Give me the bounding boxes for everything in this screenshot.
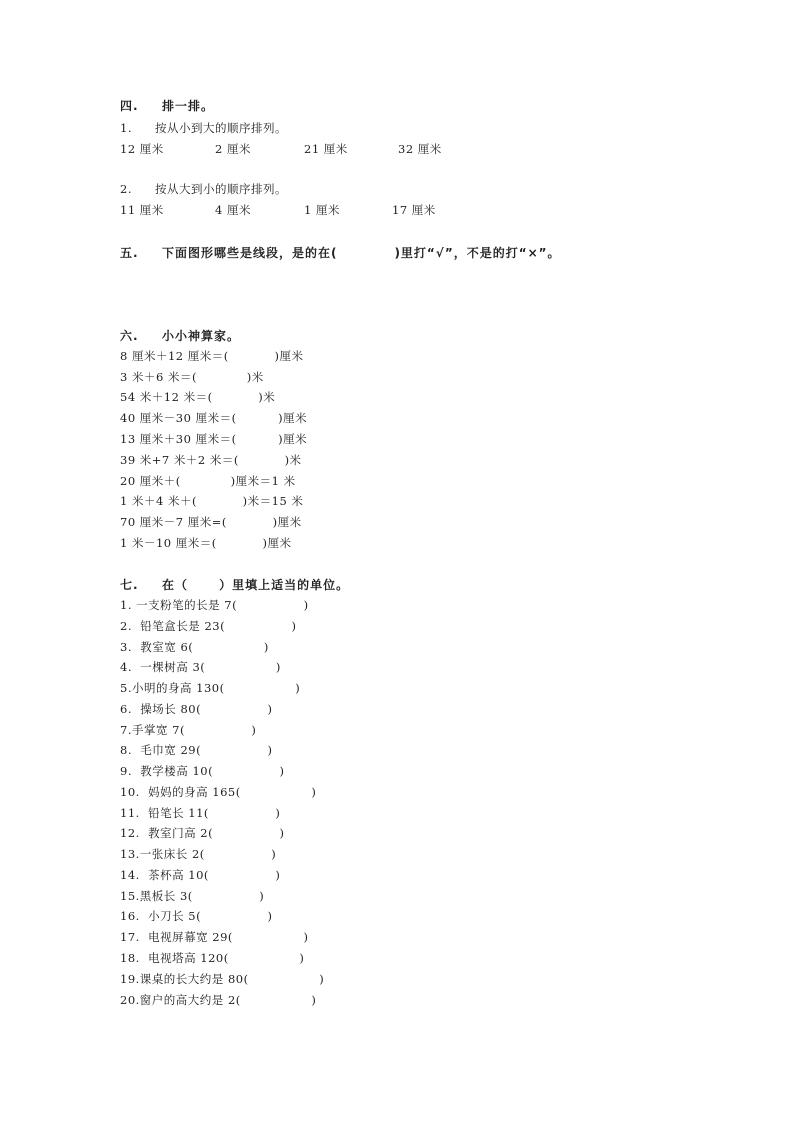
q1-item: 32 厘米: [398, 142, 442, 156]
unit-item: 1. 一支粉笔的长是 7( ): [120, 598, 309, 612]
unit-item: 6. 操场长 80( ): [120, 702, 273, 716]
calc-item: 8 厘米＋12 厘米＝( )厘米: [120, 349, 304, 363]
calc-item: 39 米+7 米＋2 米＝( )米: [120, 453, 302, 467]
calc-item: 3 米＋6 米＝( )米: [120, 370, 264, 384]
q1-text: 按从小到大的顺序排列。: [155, 121, 287, 135]
unit-item: 4. 一棵树高 3( ): [120, 660, 281, 674]
section-4-number: 四.: [120, 99, 139, 113]
unit-item: 10. 妈妈的身高 165( ): [120, 785, 317, 799]
calc-item: 13 厘米＋30 厘米＝( )厘米: [120, 432, 308, 446]
calc-item: 70 厘米－7 厘米=( )厘米: [120, 515, 302, 529]
q2-item: 1 厘米: [304, 203, 340, 217]
section-7-heading: [120, 577, 349, 593]
unit-item: 16. 小刀长 5( ): [120, 909, 273, 923]
section-5-title: 下面图形哪些是线段，是的在( )里打“√”，不是的打“×”。: [162, 246, 561, 260]
section-6-number: 六.: [120, 329, 139, 343]
calc-item: 1 米＋4 米＋( )米＝15 米: [120, 494, 304, 508]
section-4-q2: [120, 181, 287, 197]
unit-item: 13.一张床长 2( ): [120, 847, 277, 861]
q2-number: 2.: [120, 182, 132, 196]
unit-item: 14. 茶杯高 10( ): [120, 868, 281, 882]
unit-item: 8. 毛巾宽 29( ): [120, 743, 273, 757]
section-4-heading: [120, 98, 214, 114]
calc-item: 40 厘米－30 厘米＝( )厘米: [120, 411, 308, 425]
unit-item: 19.课桌的长大约是 80( ): [120, 972, 325, 986]
q1-item: 12 厘米: [120, 142, 164, 156]
section-6-heading: [120, 328, 240, 344]
q2-text: 按从大到小的顺序排列。: [155, 182, 287, 196]
unit-item: 2. 铅笔盒长是 23( ): [120, 619, 297, 633]
q1-item: 21 厘米: [304, 142, 348, 156]
q1-item: 2 厘米: [215, 142, 251, 156]
q1-number: 1.: [120, 121, 132, 135]
unit-item: 20.窗户的高大约是 2( ): [120, 993, 317, 1007]
unit-item: 12. 教室门高 2( ): [120, 826, 285, 840]
unit-item: 17. 电视屏幕宽 29( ): [120, 930, 309, 944]
section-7-title: 在（ ）里填上适当的单位。: [162, 578, 350, 592]
calc-item: 54 米＋12 米＝( )米: [120, 390, 276, 404]
section-6-title: 小小神算家。: [162, 329, 241, 343]
q2-item: 17 厘米: [392, 203, 436, 217]
unit-item: 9. 教学楼高 10( ): [120, 764, 285, 778]
calc-item: 1 米－10 厘米＝( )厘米: [120, 536, 292, 550]
unit-item: 7.手掌宽 7( ): [120, 723, 257, 737]
q2-item: 11 厘米: [120, 203, 164, 217]
unit-item: 11. 铅笔长 11( ): [120, 806, 281, 820]
unit-item: 5.小明的身高 130( ): [120, 681, 301, 695]
unit-item: 15.黑板长 3( ): [120, 889, 265, 903]
section-4-title: 排一排。: [162, 99, 215, 113]
section-7-number: 七.: [120, 578, 139, 592]
section-5-heading: [120, 245, 561, 261]
q2-item: 4 厘米: [215, 203, 251, 217]
unit-item: 18. 电视塔高 120( ): [120, 951, 305, 965]
calc-item: 20 厘米＋( )厘米＝1 米: [120, 474, 296, 488]
unit-item: 3. 教室宽 6( ): [120, 640, 269, 654]
section-4-q1: [120, 120, 287, 136]
section-5-number: 五.: [120, 246, 139, 260]
